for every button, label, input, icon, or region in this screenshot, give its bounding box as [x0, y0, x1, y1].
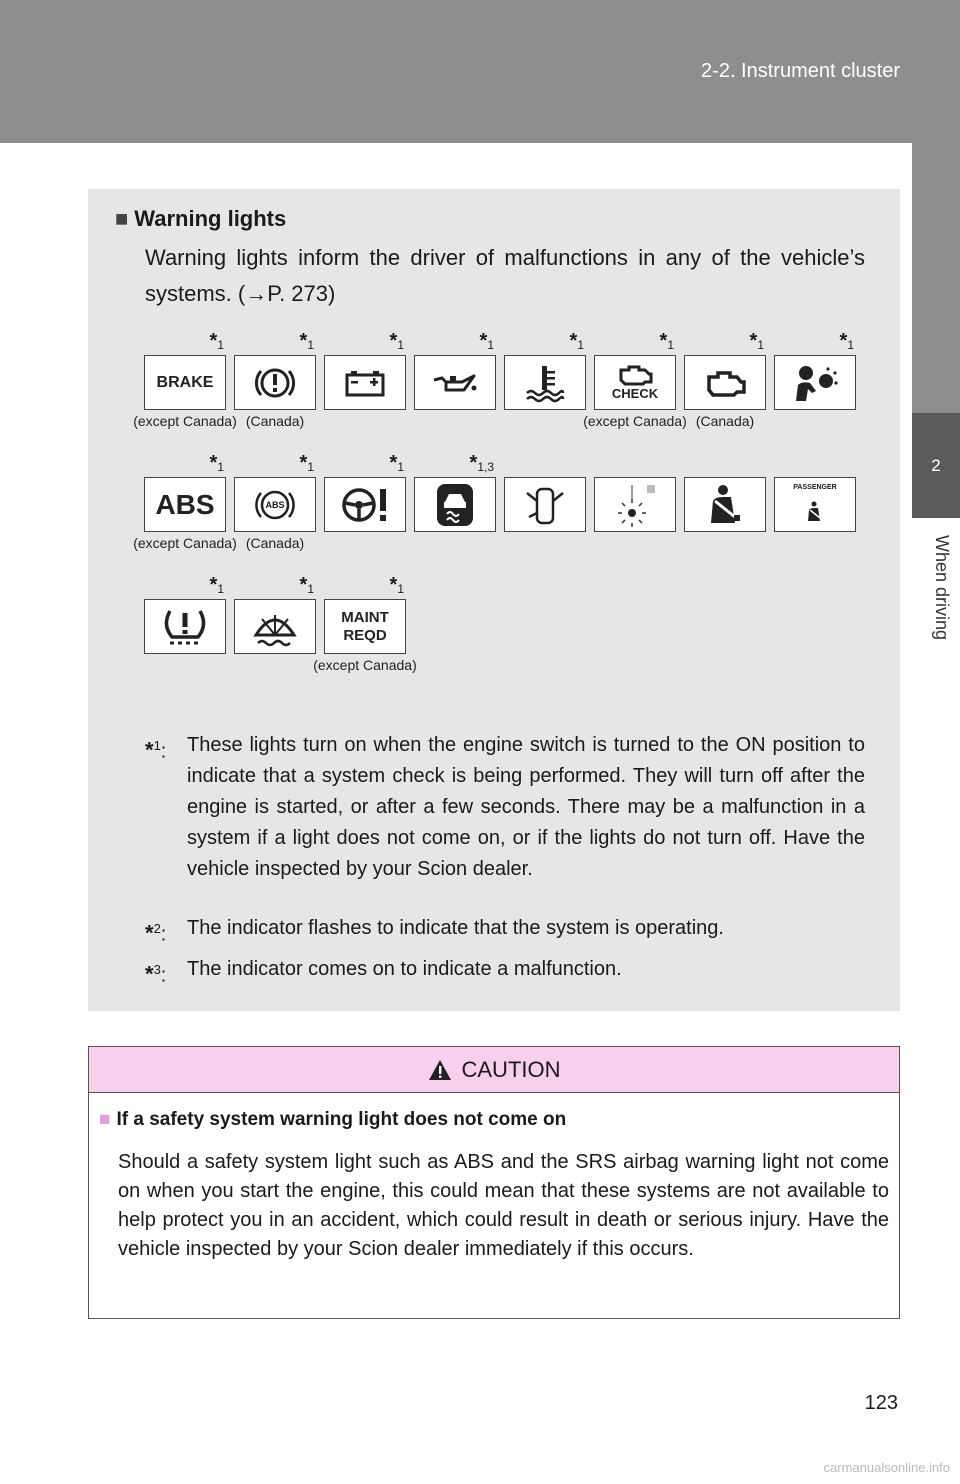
passenger-seat-belt-light: [774, 477, 856, 532]
srs-airbag-light: [774, 330, 856, 410]
open-door-light: [504, 477, 586, 532]
engine-icon: [615, 364, 655, 386]
section-title: [115, 206, 286, 232]
abs-light: [133, 452, 237, 551]
region-note: (except Canada): [133, 535, 237, 551]
slip-indicator-light: [414, 452, 496, 532]
battery-light: [324, 330, 406, 410]
region-note: (Canada): [245, 535, 305, 551]
warning-triangle-icon: [428, 1059, 452, 1081]
caution-box: [88, 1046, 900, 1319]
caution-header: [89, 1047, 899, 1093]
engine-icon: [701, 368, 749, 398]
footnote-mark: $*_1$: [659, 330, 674, 352]
check-text: CHECK: [611, 386, 659, 401]
caution-body: Should a safety system light such as ABS and the SRS airbag warning light not come on when you start the engine, this could mean that these systems are not available to help protect you in an accident, which could result in death or serious injury. Have the vehicle inspected by your Scion dealer immediately if this occurs.: [118, 1151, 889, 1260]
caution-subtitle: ■ If a safety system warning light does not come on: [99, 1109, 567, 1130]
brake-circle-light: [234, 330, 316, 429]
open-door-icon: [521, 483, 569, 527]
passenger-text: PASSENGER: [793, 484, 837, 491]
footnote-2-text: The indicator flashes to indicate that the system is operating.: [187, 917, 724, 939]
tire-pressure-light: [144, 574, 226, 654]
maint-reqd-icon: MAINT REQD: [341, 608, 389, 644]
header-title: 2-2. Instrument cluster: [701, 60, 900, 82]
footnote-mark: $*_1$: [749, 330, 764, 352]
oil-pressure-light: [414, 330, 496, 410]
brake-text-icon: BRAKE: [156, 373, 214, 391]
low-fuel-light: [594, 477, 676, 532]
side-bar: [912, 143, 960, 413]
steering-wheel-icon: [339, 483, 391, 527]
brake-light: [133, 330, 237, 429]
oil-can-icon: [430, 368, 480, 398]
washer-fluid-light: [234, 574, 316, 654]
footnote-mark: $*_1$: [299, 452, 314, 474]
coolant-temp-light: [504, 330, 586, 410]
engine-light: [684, 330, 766, 429]
footnote-mark: $*_1$: [209, 574, 224, 596]
washer-fluid-icon: [250, 605, 300, 649]
footnote-2: *$^2$: The indicator flashes to indicate that the system is operating.: [145, 913, 166, 951]
page-number: 123: [864, 1392, 898, 1414]
slip-car-icon: [435, 482, 475, 528]
abs-text-icon: ABS: [155, 488, 215, 520]
seat-belt-light: [684, 477, 766, 532]
abs-circle-light: [234, 452, 316, 551]
section-intro: Warning lights inform the driver of malfunctions in any of the vehicle’s systems. (→P. 273): [145, 245, 865, 306]
region-note: (except Canada): [133, 413, 237, 429]
footnote-mark: $*_1$: [209, 330, 224, 352]
seat-belt-icon: [701, 483, 749, 527]
footnote-mark: $*_1$: [839, 330, 854, 352]
region-note: (except Canada): [313, 657, 417, 673]
section-bullet: ■: [115, 206, 129, 231]
watermark: carmanualsonline.info: [823, 1460, 950, 1475]
page-header: [0, 0, 960, 143]
footnote-mark: $*_1$: [299, 330, 314, 352]
icon-row-1: [133, 330, 856, 429]
chapter-label: When driving: [932, 535, 952, 641]
region-note: (except Canada): [583, 413, 687, 429]
maint-reqd-light: [313, 574, 417, 673]
footnote-mark: $*_1$: [299, 574, 314, 596]
check-engine-light: [583, 330, 687, 429]
brake-circle-icon: [253, 361, 297, 405]
region-note: (Canada): [245, 413, 305, 429]
icon-row-3: [144, 574, 417, 673]
coolant-temp-icon: [523, 363, 567, 403]
footnote-mark: $*_{1,3}$: [469, 452, 494, 474]
section-title-text: Warning lights: [134, 206, 287, 231]
abs-circle-text: ABS: [265, 499, 285, 510]
footnote-mark: $*_1$: [389, 574, 404, 596]
footnote-1: *$^1$: These lights turn on when the engine switch is turned to the ON position to indicate that a system check is being performed. They will turn off after the engine is started, or after a few seconds. There may be a malfunction in a system if a light does not come on, or if the lights do not turn off. Have the vehicle inspected by your Scion dealer.: [145, 730, 166, 768]
power-steering-light: [324, 452, 406, 532]
caution-title: CAUTION: [461, 1056, 561, 1082]
tire-pressure-icon: [160, 605, 210, 649]
region-note: (Canada): [695, 413, 755, 429]
footnote-mark: $*_1$: [389, 330, 404, 352]
icon-row-2: [133, 452, 856, 551]
footnote-1-text: These lights turn on when the engine switch is turned to the ON position to indicate that a system check is being performed. They will turn off after the engine is started, or after a few seconds. There may be a malfunction in a system if a light does not come on, or if the lights do not turn off. Have the vehicle inspected by your Scion dealer.: [187, 734, 865, 880]
footnote-3: *$^3$: The indicator comes on to indicate a malfunction.: [145, 954, 166, 992]
footnote-mark: $*_1$: [209, 452, 224, 474]
seat-belt-icon: [804, 501, 826, 523]
chapter-tab[interactable]: 2: [912, 413, 960, 518]
footnote-mark: $*_1$: [389, 452, 404, 474]
footnote-mark: $*_1$: [479, 330, 494, 352]
low-fuel-icon: [607, 481, 663, 529]
battery-icon: [343, 368, 387, 398]
footnote-mark: $*_1$: [569, 330, 584, 352]
footnote-3-text: The indicator comes on to indicate a malfunction.: [187, 958, 622, 980]
airbag-icon: [790, 361, 840, 405]
